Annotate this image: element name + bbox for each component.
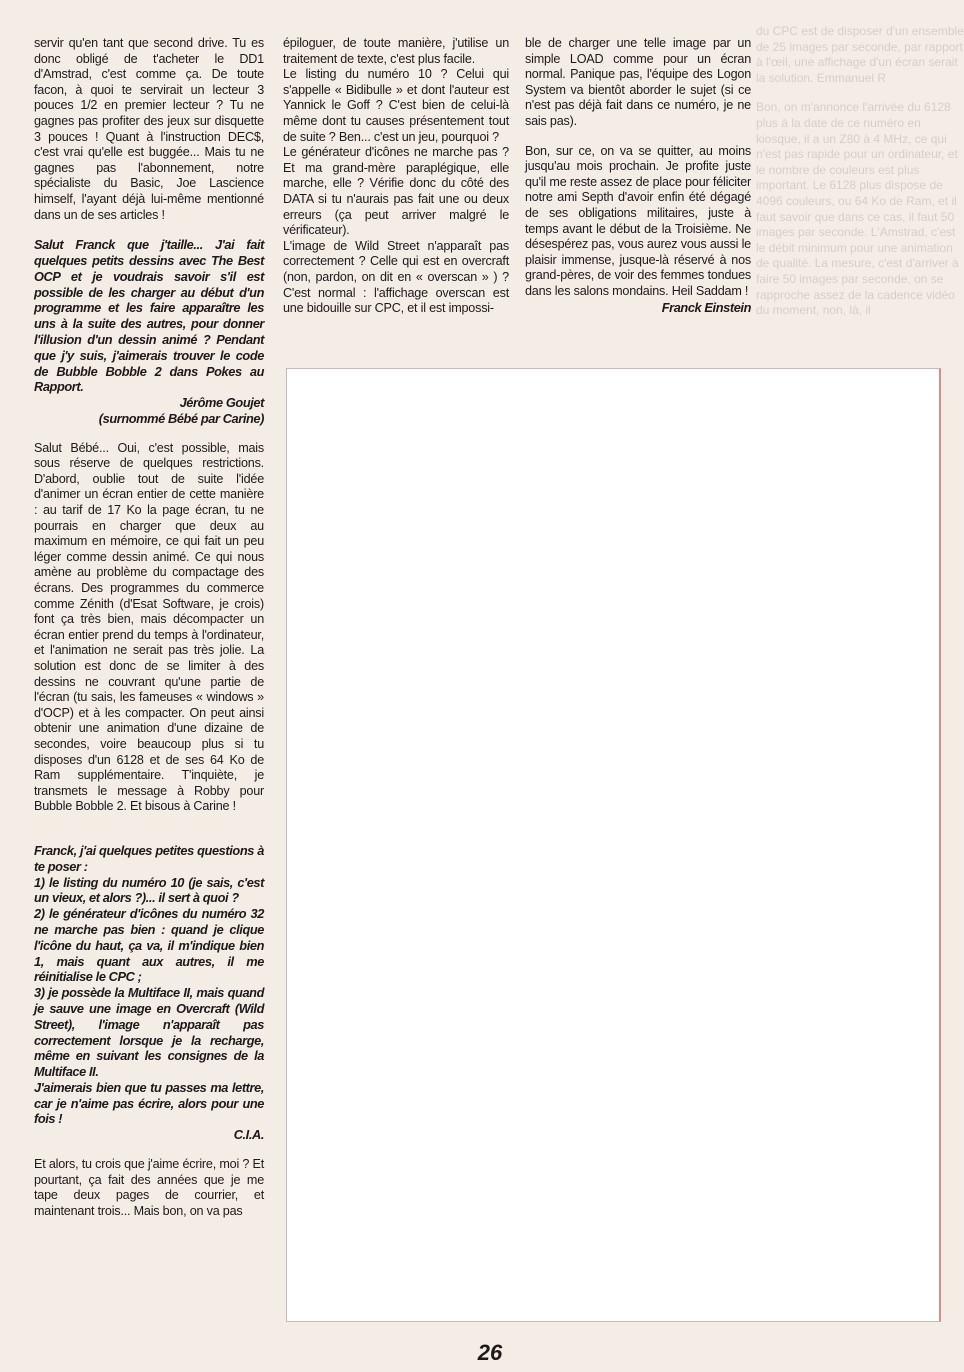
column-middle bbox=[283, 36, 509, 317]
letter-signature: Jérôme Goujet bbox=[179, 395, 264, 411]
reader-letter-question: 2) le générateur d'icônes du numéro 32 ne marche pas bien : quand je clique l'icône du haut, ça va, il m'indique bien 1, mais quant aux autres, il me réinitialise le CPC ; bbox=[34, 906, 264, 985]
reader-letter-question: 1) le listing du numéro 10 (je sais, c'est un vieux, et alors ?)... il sert à quoi ? bbox=[34, 874, 264, 906]
answer-paragraph: Le générateur d'icônes ne marche pas ? Et ma grand-mère paraplégique, elle marche, elle ? Vérifie donc du côté des DATA si tu n'aurais pas fait une ou deux erreurs (ça peut arriver malgré le vérificateur). bbox=[283, 145, 509, 238]
reader-letter-closing: J'aimerais bien que tu passes ma lettre, car je n'aime pas écrire, alors pour une fois ! bbox=[34, 1079, 264, 1127]
letter-signature-nickname: (surnommé Bébé par Carine) bbox=[98, 410, 264, 426]
page-number: 26 bbox=[477, 1340, 503, 1365]
answer-paragraph: Le listing du numéro 10 ? Celui qui s'appelle « Bidibulle » et dont l'auteur est Yannick le Goff ? C'est bien de celui-là même dont tu causes présentement tout de suite ? Ben... c'est un jeu, pourquoi ? bbox=[283, 67, 509, 144]
answer-paragraph: Et alors, tu crois que j'aime écrire, moi ? Et pourtant, ça fait des années que je me tape deux pages de courrier, et maintenant trois... Mais bon, on va pas bbox=[34, 1157, 264, 1218]
author-signature: Franck Einstein bbox=[661, 299, 751, 315]
column-right bbox=[525, 36, 751, 315]
answer-paragraph: ble de charger une telle image par un simple LOAD comme pour un écran normal. Panique pas, l'équipe des Logon System va bientôt aborder le sujet (si ce n'est pas déjà fait dans ce numéro, je ne sais pas). bbox=[525, 36, 751, 128]
answer-paragraph: L'image de Wild Street n'apparaît pas correctement ? Celle qui est en overcraft (non, pardon, on dit en « overscan » ) ? C'est normal : l'affichage overscan est une bidouille sur CPC, et il est impossi- bbox=[283, 238, 509, 316]
letter-signature: C.I.A. bbox=[233, 1127, 264, 1143]
column-left bbox=[34, 36, 264, 1219]
bleed-paragraph: du CPC est de disposer d'un ensemble de 25 images par seconde, par rapport à l'œil, une affichage d'un écran serait la solution. Emmanuel R bbox=[756, 24, 964, 85]
bleed-paragraph: Bon, on m'annonce l'arrivée du 6128 plus à la date de ce numéro en kiosque, il a un Z80 à 4 MHz, ce qui n'est pas rapide pour un ordinateur, et le nombre de couleurs est plus important. Le 6128 plus dispose de 4096 couleurs, ou 64 Ko de Ram, et il faut savoir que dans ce cas, il faut 50 images par seconde. L'Amstrad, c'est le débit minimum pour une animation de qualité. La mesure, c'est d'arriver à faire 50 images par seconde, on se rapproche assez de la cadence vidéo du moment, non, là, il bbox=[756, 100, 959, 318]
answer-paragraph: Salut Bébé... Oui, c'est possible, mais sous réserve de quelques restrictions. D'abord, oublie tout de suite l'idée d'animer un écran entier de cette manière : au tarif de 17 Ko la page écran, tu ne pourrais en charger que deux au maximum en mémoire, ce qui fait un peu léger comme dessin animé. Ce qui nous amène au problème du compactage des écrans. Des programmes du commerce comme Zénith (d'Esat Software, je crois) font ça très bien, mais décompacter un écran entier prend du temps à l'ordinateur, et l'animation ne serait pas très jolie. La solution est donc de se limiter à des dessins ne couvrant qu'une partie de l'écran (tu sais, les fameuses « windows » d'OCP) et à les compacter. On peut ainsi obtenir une animation d'une dizaine de secondes, voire beaucoup plus si tu disposes d'un 6128 et de ses 64 Ko de Ram supplémentaire. T'inquiète, je transmets le message à Robby pour Bubble Bobble 2. Et bisous à Carine ! bbox=[34, 440, 264, 814]
answer-paragraph: Bon, sur ce, on va se quitter, au moins jusqu'au mois prochain. Je profite juste qu'il me reste assez de place pour féliciter notre ami Septh d'avoir enfin été dégagé de ses obligations militaires, juste à temps avant le début de la Troisième. Ne désespérez pas, vous aurez vous aussi le plaisir immense, jusque-là réservé à nos grand-pères, de voir des femmes tondues dans les salons mondains. Heil Saddam ! bbox=[525, 143, 751, 298]
image-placeholder bbox=[286, 368, 941, 1322]
answer-paragraph: servir qu'en tant que second drive. Tu es donc obligé de t'acheter le DD1 d'Amstrad, c'est comme ça. De toute facon, à quoi te servirait un lecteur 3 pouces 1/2 en premier lecteur ? Tu ne gagnes pas profiter des jeux sur disquette 3 pouces ! Quant à l'instruction DEC$, c'est vrai qu'elle est buggée... Mais tu ne gagnes pas l'abonnement, notre spécialiste du Basic, Joe Lascience himself, l'ayant déjà lui-même mentionné dans un de ses articles ! bbox=[34, 36, 264, 222]
bleed-through-text bbox=[756, 24, 964, 369]
answer-paragraph: épiloguer, de toute manière, j'utilise un traitement de texte, c'est plus facile. bbox=[283, 36, 509, 66]
reader-letter: Franck, j'ai quelques petites questions à te poser : bbox=[34, 842, 264, 874]
reader-letter-question: 3) je possède la Multiface II, mais quand je sauve une image en Overcraft (Wild Street), l'image n'apparaît pas correctement lorsque je la recharge, même en suivant les consignes de la Multiface II. bbox=[34, 985, 264, 1080]
reader-letter: Salut Franck que j'taille... J'ai fait quelques petits dessins avec The Best OCP et je voudrais savoir s'il est possible de les charger au début d'un programme et les faire apparaître les uns à la suite des autres, pour donner l'illusion d'un dessin animé ? Pendant que j'y suis, j'aimerais trouver le code de Bubble Bobble 2 dans Pokes au Rapport. bbox=[34, 237, 264, 395]
